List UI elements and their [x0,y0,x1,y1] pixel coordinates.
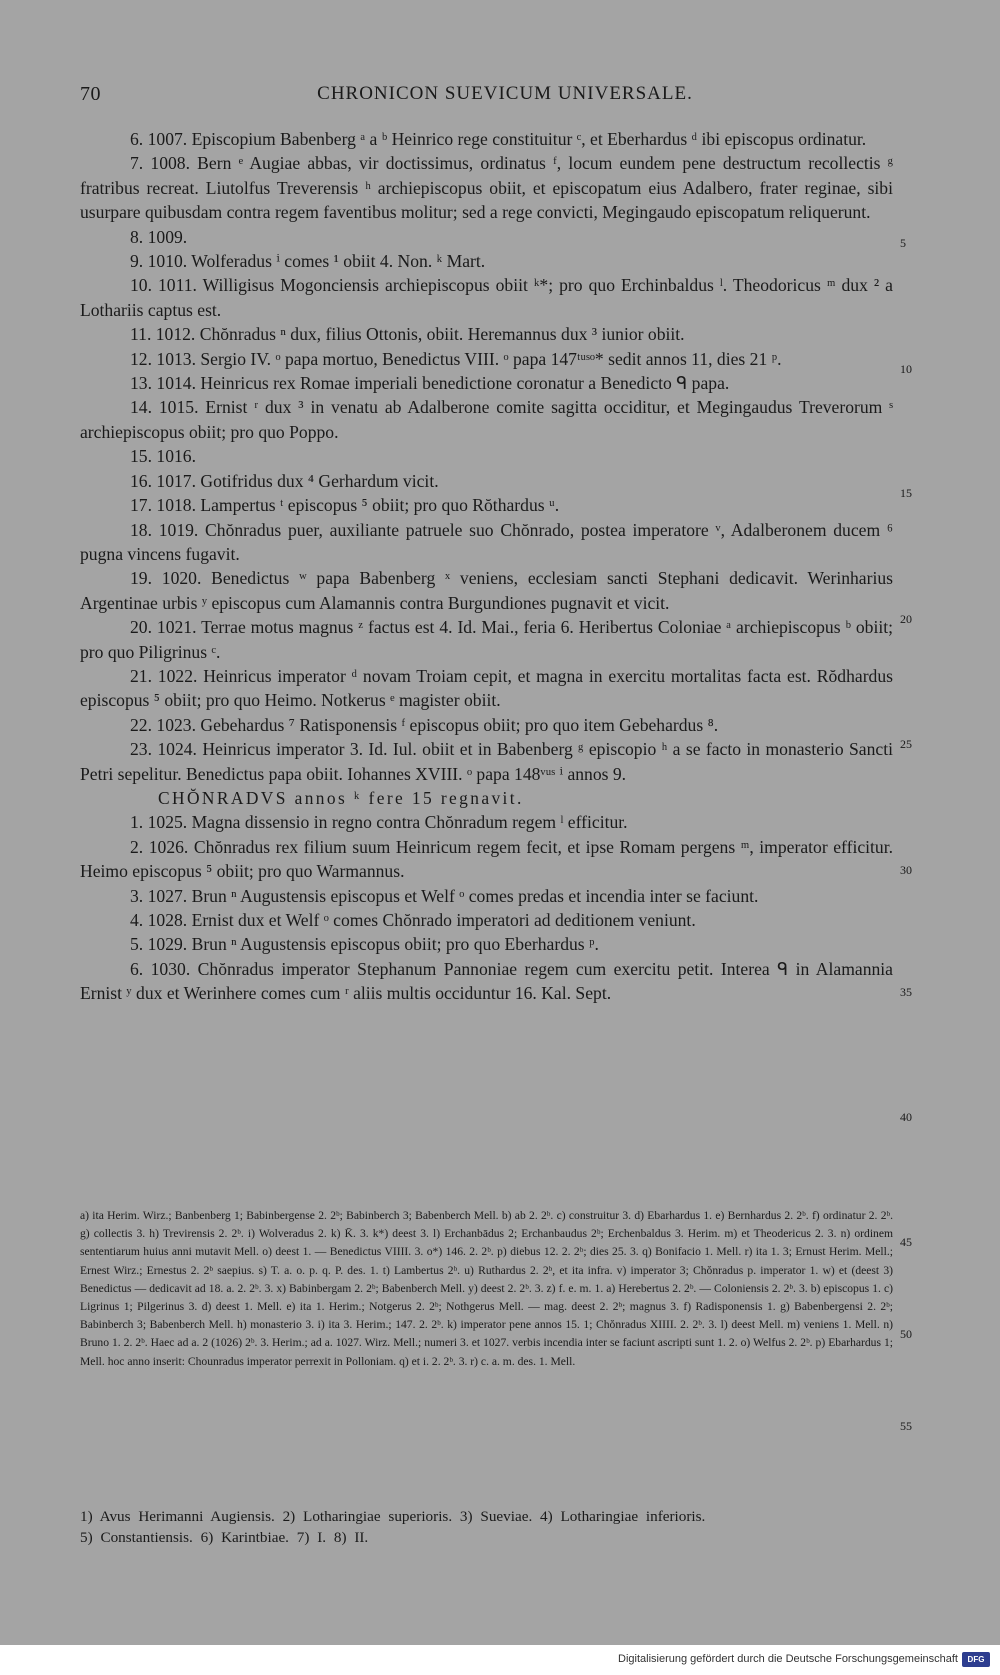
entry-1024: 23. 1024. Heinricus imperator 3. Id. Iul. obiit et in Babenberg ᵍ episcopio ʰ a se facto in monasterio Sancti Petri sepelitur. Benedictus papa obiit. Iohannes XVIII. ᵒ papa 148ᵛᵘˢ ⁱ annos 9. [80,739,893,784]
entry-1014: 13. 1014. Heinricus rex Romae imperiali benedictione coronatur a Benedicto ᑫ papa. [130,373,730,394]
page-header [80,83,900,113]
entry-1023: 22. 1023. Gebehardus ⁷ Ratisponensis ᶠ episcopus obiit; pro quo item Gebehardus ⁸. [130,714,719,735]
entry-1029: 5. 1029. Brun ⁿ Augustensis episcopus obiit; pro quo Eberhardus ᵖ. [130,934,599,955]
entry-1021: 20. 1021. Terrae motus magnus ᶻ factus est 4. Id. Mai., feria 6. Heribertus Coloniae ᵃ archiepiscopus ᵇ obiit; pro quo Piligrinus ᶜ. [80,617,893,662]
reign-heading: CHŎNRADVS annos ᵏ fere 15 regnavit. [158,787,524,808]
entry-1028: 4. 1028. Ernist dux et Welf ᵒ comes Chŏnrado imperatori ad deditionem veniunt. [130,910,696,930]
entry-1019: 18. 1019. Chŏnradus puer, auxiliante patruele suo Chŏnrado, postea imperatore ᵛ, Adalberonem ducem ⁶ pugna vincens fugavit. [80,519,893,564]
margin-line-number: 50 [900,1327,912,1341]
entry-1010: 9. 1010. Wolferadus ⁱ comes ¹ obiit 4. Non. ᵏ Mart. [130,251,486,272]
margin-line-number: 40 [900,1110,912,1124]
entry-1018: 17. 1018. Lampertus ᵗ episcopus ⁵ obiit; pro quo Rŏthardus ᵘ. [130,495,560,516]
entry-1022: 21. 1022. Heinricus imperator ᵈ novam Troiam cepit, et magna in exercitu mortalitas facta est. Rŏdhardus episcopus ⁵ obiit; pro quo Heimo. Notkerus ᵉ magister obiit. [80,665,893,711]
margin-line-number: 45 [900,1235,912,1249]
entry-1017: 16. 1017. Gotifridus dux ⁴ Gerhardum vicit. [130,470,439,491]
margin-line-number: 5 [900,236,906,250]
running-title: CHRONICON SUEVICUM UNIVERSALE. [317,83,693,104]
entry-1030: 6. 1030. Chŏnradus imperator Stephanum Pannoniae regem cum exercitu petit. Interea ᑫ in Alamannia Ernist ʸ dux et Werinhere comes cum ʳ aliis multis occiduntur 16. Kal. Sept. [80,958,893,1004]
entry-1026: 2. 1026. Chŏnradus rex filium suum Heinricum regem fecit, et ipse Romam pergens ᵐ, imperator efficitur. Heimo episcopus ⁵ obiit; pro quo Warmannus. [80,836,893,882]
numbered-footnotes [80,1507,893,1548]
margin-line-number: 15 [900,486,912,500]
entry-1007: 6. 1007. Episcopium Babenberg ᵃ a ᵇ Heinrico rege constituitur ᶜ, et Eberhardus ᵈ ibi episcopus ordinatur. [130,129,867,149]
dfg-logo-icon: DFG [962,1652,990,1667]
entry-1027: 3. 1027. Brun ⁿ Augustensis episcopus et Welf ᵒ comes predas et incendia inter se faciunt. [130,885,759,906]
margin-line-number: 55 [900,1419,912,1433]
margin-line-number: 20 [900,612,912,626]
entry-1025: 1. 1025. Magna dissensio in regno contra Chŏnradum regem ˡ efficitur. [130,812,628,833]
entry-1008: 7. 1008. Bern ᵉ Augiae abbas, vir doctissimus, ordinatus ᶠ, locum eundem pene destructum recollectis ᵍ fratribus recreat. Liutolfus Treverensis ʰ archiepiscopus obiit, et episcopatum eius Adalbero, frater reginae, sibi usurpare quibusdam contra regem faventibus molitur; sed a rege convicti, Megingaudo episcopatum reliquerunt. [80,153,893,223]
numbered-footnote-line: 1) Avus Herimanni Augiensis. 2) Lotharingiae superioris. 3) Sueviae. 4) Lotharingiae inferioris. [80,1508,706,1525]
page-number: 70 [80,83,101,105]
margin-line-number: 10 [900,362,912,376]
margin-line-number: 25 [900,737,912,751]
entry-1015: 14. 1015. Ernist ʳ dux ³ in venatu ab Adalberone comite sagitta occiditur, et Megingaudus Treverorum ˢ archiepiscopus obiit; pro quo Poppo. [80,397,893,442]
lettered-footnotes: a) ita Herim. Wirz.; Banbenberg 1; Babinbergense 2. 2ᵇ; Babinberch 3; Babenberch Mell. b) ab 2. 2ᵇ. c) construitur 3. d) Ebarhardus 1. e) Bernhardus 2. 2ᵇ. f) ordinatur 2. 2ᵇ. g) collectis 3. h) Trevirensis 2. 2ᵇ. i) Wolveradus 2. k) K̄. 3. k*) deest 3. l) Erchanbādus 2; Erchanbaudus 2ᵇ; Erchenbaldus 3. Herim. m) et Theodericus 2. 3. n) ordinem sententiarum huius anni mutavit Mell. o) deest 1. — Benedictus VIIII. 3. o*) 146. 2. 2ᵇ. p) diebus 12. 2. 2ᵇ; dies 25. 3. q) Bonifacio 1. Mell. r) ita 1. 3; Ernust Herim. Mell.; Ernest Wirz.; Ernestus 2. 2ᵇ saepius. s) T. a. o. p. q. P. des. 1. t) Lambertus 2ᵇ. u) Ruthardus 2. 2ᵇ, et ita infra. v) imperator 3; Chŏnradus p. imperator 1. w) et (deest 3) Benedictus — dedicavit ad 18. a. 2. 2ᵇ. 3. x) Babinbergam 2. 2ᵇ; Babenberch Mell. y) deest 2. 2ᵇ. 3. z) f. e. m. 1. a) Herebertus 2. 2ᵇ. — Coloniensis 2. 2ᵇ. 3. b) episcopus 1. c) Ligrinus 1; Pilgerinus 3. d) deest 1. Mell. e) ita 1. Herim.; Notgerus 2. 2ᵇ; Nothgerus Mell. — mag. deest 2. 2ᵇ; magnus 3. f) Radisponensis 1. g) Babenbergensi 2. 2ᵇ; Babinberch 3; Babenberch Mell. h) monasterio 3. i) ita 3. Herim.; 147. 2. 2ᵇ. k) imperator pene annos 15. 1; Chŏnradus XIIII. 2. 2ᵇ. 3. l) deest Mell. m) veniens 1. Mell. n) Bruno 1. 2. 2ᵇ. Haec ad a. 2 (1026) 2ᵇ. 3. Herim.; ad a. 1027. Wirz. Mell.; numeri 3. et 1027. verbis incendia inter se faciunt ascripti sunt 1. 2. o) Welfus 2. 2ᵇ. p) Ebarhardus 1; Mell. hoc anno inserit: Chounradus imperator perrexit in Polloniam. q) et i. 2. 2ᵇ. 3. r) c. a. m. des. 1. Mell. [80,1209,893,1368]
entry-1009: 8. 1009. [130,226,188,247]
apparatus-footnotes [80,1207,893,1371]
chronicle-body [80,127,893,1006]
funding-credit: Digitalisierung gefördert durch die Deutsche Forschungsgemeinschaft [618,1653,958,1665]
numbered-footnote-line: 5) Constantiensis. 6) Karintbiae. 7) I. 8) II. [80,1528,369,1546]
entry-1013: 12. 1013. Sergio IV. ᵒ papa mortuo, Benedictus VIII. ᵒ papa 147ᵗᵘˢᵒ* sedit annos 11, dies 21 ᵖ. [130,348,782,369]
entry-1012: 11. 1012. Chŏnradus ⁿ dux, filius Ottonis, obiit. Heremannus dux ³ iunior obiit. [130,324,685,345]
entry-1020: 19. 1020. Benedictus ʷ papa Babenberg ˣ veniens, ecclesiam sancti Stephani dedicavit. Werinharius Argentinae urbis ʸ episcopus cum Alamannis contra Burgundiones pugnavit et vicit. [80,568,893,613]
entry-1016: 15. 1016. [130,446,196,467]
entry-1011: 10. 1011. Willigisus Mogonciensis archiepiscopus obiit ᵏ*; pro quo Erchinbaldus ˡ. Theodoricus ᵐ dux ² a Lothariis captus est. [80,275,893,320]
margin-line-number: 30 [900,863,912,877]
margin-line-number: 35 [900,985,912,999]
digitization-footer [0,1645,1000,1675]
